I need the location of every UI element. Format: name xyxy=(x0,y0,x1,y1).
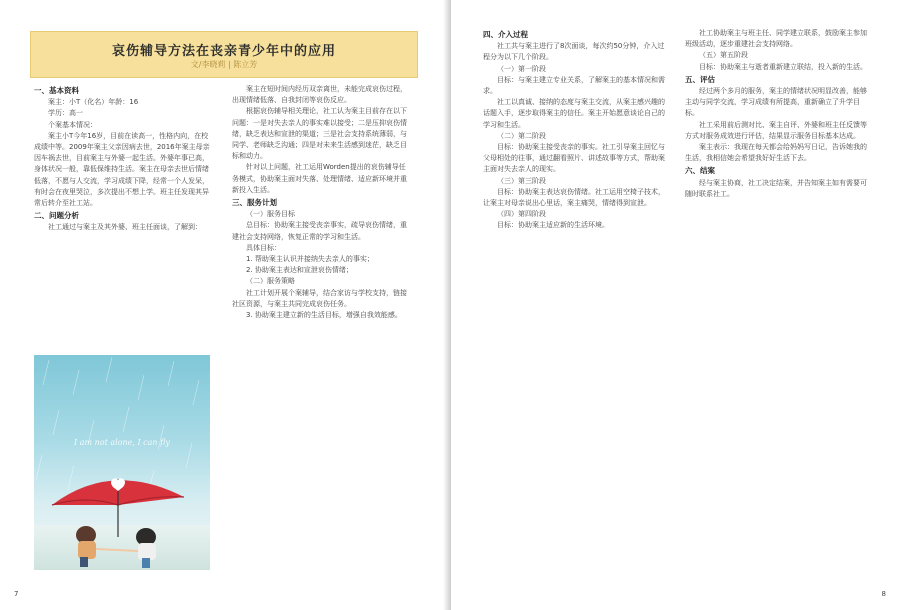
body-paragraph: 目标：协助案主与逝者重新建立联结，投入新的生活。 xyxy=(699,62,867,71)
article-author: 文/李晓莉 | 陈立芳 xyxy=(190,60,258,69)
body-paragraph: （五）第五阶段 xyxy=(699,51,748,60)
body-paragraph: 针对以上问题，社工运用Worden提出的哀伤辅导任务模式，协助案主面对失落、处理情绪、适应新环境并重新投入生活。 xyxy=(232,163,407,194)
body-paragraph: 目标：协助案主表达哀伤情绪。社工运用空椅子技术，让案主对母亲说出心里话，案主痛哭，情绪得到宣泄。 xyxy=(483,187,665,208)
left-page xyxy=(0,0,449,610)
body-paragraph: 案主小T今年16岁，目前在读高一，性格内向，在校成绩中等。2009年案主父亲因病去世，2016年案主母亲因车祸去世，目前案主与外婆一起生活。外婆年事已高，身体状况一般，靠低保维持生活。案主在母亲去世后情绪低落，不愿与人交流，学习成绩下降，经常一个人发呆，有时会在夜里哭泣，多次提出不想上学。班主任发现其异常后转介至社工站。 xyxy=(34,131,210,208)
body-paragraph: 社工以真诚、接纳的态度与案主交流，从案主感兴趣的话题入手，逐步取得案主的信任。案主开始愿意谈论自己的学习和生活。 xyxy=(483,98,665,129)
section-heading: 四、介入过程 xyxy=(483,30,528,39)
body-paragraph: 经过两个多月的服务，案主的情绪状况明显改善，能够主动与同学交流，学习成绩有所提高，重新确立了升学目标。 xyxy=(685,87,867,118)
right-page xyxy=(451,0,900,610)
body-paragraph: （一）服务目标 xyxy=(246,210,295,219)
body-paragraph: 社工协助案主与班主任、同学建立联系，鼓励案主参加班级活动，逐步重建社会支持网络。 xyxy=(685,29,867,49)
body-paragraph: 案主表示：我现在每天都会给妈妈写日记，告诉她我的生活，我相信她会希望我好好生活下去。 xyxy=(685,143,867,163)
title-banner xyxy=(30,31,418,78)
body-paragraph: 案主：小T（化名）年龄：16 xyxy=(48,98,139,107)
page-number-right: 8 xyxy=(881,590,886,598)
page-number-left: 7 xyxy=(14,590,19,598)
body-paragraph: 目标：协助案主接受丧亲的事实。社工引导案主回忆与父母相处的往事，通过翻看照片、讲述故事等方式，帮助案主面对失去亲人的现实。 xyxy=(483,143,665,174)
illustration-image xyxy=(34,355,210,570)
body-paragraph: 学历：高一 xyxy=(48,109,83,118)
body-paragraph: 经与案主协商，社工决定结案，并告知案主如有需要可随时联系社工。 xyxy=(685,178,867,198)
body-paragraph: 目标：协助案主适应新的生活环境。 xyxy=(497,221,609,230)
section-heading: 五、评估 xyxy=(685,74,715,84)
section-heading: 二、问题分析 xyxy=(34,211,79,221)
body-paragraph: 社工计划开展个案辅导，结合家访与学校支持，链接社区资源，与案主共同完成哀伤任务。 xyxy=(232,288,407,308)
article-title: 哀伤辅导方法在丧亲青少年中的应用 xyxy=(111,44,336,59)
body-paragraph: 1. 帮助案主认识并接纳失去亲人的事实； xyxy=(246,255,374,264)
right-column-2 xyxy=(685,28,873,200)
body-paragraph: 个案基本情况： xyxy=(48,120,97,129)
umbrella-illustration xyxy=(34,355,210,570)
body-paragraph: 案主在短时间内经历双亲离世，未能完成哀伤过程，出现情绪低落、自我封闭等哀伤反应。 xyxy=(232,85,407,105)
body-paragraph: （三）第三阶段 xyxy=(497,176,546,185)
body-paragraph: 社工通过与案主及其外婆、班主任面谈，了解到： xyxy=(48,223,202,232)
body-paragraph: （二）第二阶段 xyxy=(497,131,546,140)
body-paragraph: 社工共与案主进行了8次面谈，每次约50分钟，介入过程分为以下几个阶段。 xyxy=(483,42,665,62)
body-paragraph: （四）第四阶段 xyxy=(497,210,546,219)
left-column-1 xyxy=(34,84,212,234)
section-heading: 三、服务计划 xyxy=(232,198,277,208)
body-paragraph: 总目标：协助案主接受丧亲事实，疏导哀伤情绪，重建社会支持网络，恢复正常的学习和生活。 xyxy=(232,221,407,241)
body-paragraph: 社工采用前后测对比、案主自评、外婆和班主任反馈等方式对服务成效进行评估，结果显示服务目标基本达成。 xyxy=(685,120,867,140)
body-paragraph: 目标：与案主建立专业关系，了解案主的基本情况和需求。 xyxy=(483,75,665,96)
body-paragraph: 根据哀伤辅导相关理论，社工认为案主目前存在以下问题：一是对失去亲人的事实难以接受；二是压抑哀伤情绪，缺乏表达和宣泄的渠道；三是社会支持系统薄弱，与同学、老师缺乏沟通；四是对未来生活感到迷茫，缺乏目标和动力。 xyxy=(232,107,407,161)
right-column-1 xyxy=(483,28,669,232)
body-paragraph: 3. 协助案主建立新的生活目标，增强自我效能感。 xyxy=(246,311,402,320)
section-heading: 六、结案 xyxy=(685,166,715,176)
body-paragraph: （二）服务策略 xyxy=(246,277,295,286)
body-paragraph: 具体目标： xyxy=(246,243,281,252)
left-column-2 xyxy=(232,84,412,321)
body-paragraph: （一）第一阶段 xyxy=(497,64,546,73)
section-heading: 一、基本资料 xyxy=(34,86,79,95)
body-paragraph: 2. 协助案主表达和宣泄哀伤情绪； xyxy=(246,266,353,275)
svg-text:I am not alone, I can fly: I am not alone, I can fly xyxy=(74,438,170,447)
